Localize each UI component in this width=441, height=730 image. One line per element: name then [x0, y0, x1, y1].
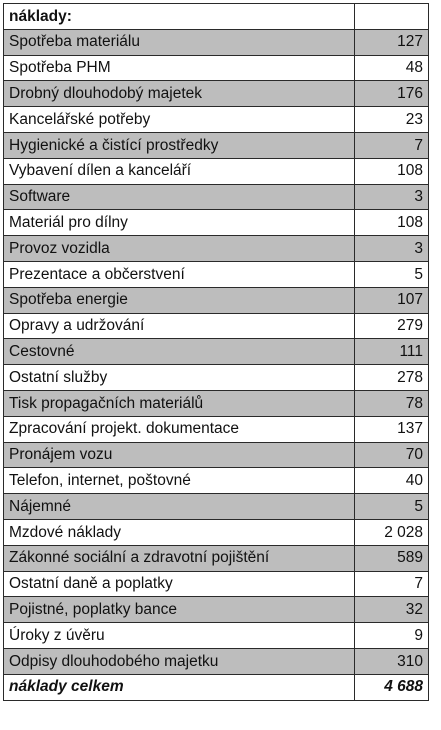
row-value: 23	[355, 107, 429, 133]
table-row	[4, 571, 429, 597]
row-label: Odpisy dlouhodobého majetku	[4, 648, 355, 674]
cost-table	[3, 3, 429, 701]
row-label: Software	[4, 184, 355, 210]
row-value: 589	[355, 545, 429, 571]
row-label: Ostatní daně a poplatky	[4, 571, 355, 597]
table-row	[4, 468, 429, 494]
table-row	[4, 623, 429, 649]
row-value: 176	[355, 81, 429, 107]
row-value: 137	[355, 416, 429, 442]
table-row	[4, 442, 429, 468]
table-row	[4, 261, 429, 287]
table-row	[4, 648, 429, 674]
row-value: 9	[355, 623, 429, 649]
table-row	[4, 107, 429, 133]
header-value	[355, 4, 429, 30]
row-value: 3	[355, 236, 429, 262]
table-row	[4, 55, 429, 81]
row-label: Drobný dlouhodobý majetek	[4, 81, 355, 107]
row-value: 107	[355, 287, 429, 313]
row-label: Spotřeba energie	[4, 287, 355, 313]
table-row	[4, 390, 429, 416]
row-value: 3	[355, 184, 429, 210]
table-row	[4, 313, 429, 339]
row-value: 70	[355, 442, 429, 468]
header-label: náklady:	[4, 4, 355, 30]
row-value: 278	[355, 365, 429, 391]
row-label: Zpracování projekt. dokumentace	[4, 416, 355, 442]
row-label: Kancelářské potřeby	[4, 107, 355, 133]
row-value: 108	[355, 210, 429, 236]
table-row	[4, 236, 429, 262]
table-row	[4, 339, 429, 365]
total-value: 4 688	[355, 674, 429, 700]
table-row	[4, 158, 429, 184]
row-value: 78	[355, 390, 429, 416]
row-label: Spotřeba PHM	[4, 55, 355, 81]
row-label: Pojistné, poplatky bance	[4, 597, 355, 623]
row-value: 32	[355, 597, 429, 623]
row-label: Hygienické a čistící prostředky	[4, 132, 355, 158]
row-label: Tisk propagačních materiálů	[4, 390, 355, 416]
row-label: Telefon, internet, poštovné	[4, 468, 355, 494]
row-label: Prezentace a občerstvení	[4, 261, 355, 287]
row-label: Ostatní služby	[4, 365, 355, 391]
table-row	[4, 519, 429, 545]
table-row	[4, 184, 429, 210]
row-value: 108	[355, 158, 429, 184]
row-label: Vybavení dílen a kanceláří	[4, 158, 355, 184]
table-row	[4, 29, 429, 55]
row-value: 7	[355, 571, 429, 597]
row-label: Provoz vozidla	[4, 236, 355, 262]
table-row	[4, 416, 429, 442]
row-value: 2 028	[355, 519, 429, 545]
table-row	[4, 494, 429, 520]
row-value: 5	[355, 261, 429, 287]
table-row	[4, 81, 429, 107]
table-row	[4, 210, 429, 236]
total-label: náklady celkem	[4, 674, 355, 700]
row-label: Opravy a udržování	[4, 313, 355, 339]
table-row	[4, 287, 429, 313]
table-row	[4, 132, 429, 158]
row-value: 5	[355, 494, 429, 520]
table-total-row	[4, 674, 429, 700]
table-row	[4, 545, 429, 571]
row-label: Mzdové náklady	[4, 519, 355, 545]
row-label: Nájemné	[4, 494, 355, 520]
row-value: 127	[355, 29, 429, 55]
row-value: 40	[355, 468, 429, 494]
row-value: 48	[355, 55, 429, 81]
row-label: Pronájem vozu	[4, 442, 355, 468]
row-label: Materiál pro dílny	[4, 210, 355, 236]
row-label: Úroky z úvěru	[4, 623, 355, 649]
row-value: 279	[355, 313, 429, 339]
table-header-row	[4, 4, 429, 30]
table-row	[4, 365, 429, 391]
row-label: Spotřeba materiálu	[4, 29, 355, 55]
row-value: 111	[355, 339, 429, 365]
row-label: Zákonné sociální a zdravotní pojištění	[4, 545, 355, 571]
cost-table-body	[4, 4, 429, 701]
row-value: 7	[355, 132, 429, 158]
cost-table-container	[3, 3, 429, 701]
row-label: Cestovné	[4, 339, 355, 365]
table-row	[4, 597, 429, 623]
row-value: 310	[355, 648, 429, 674]
